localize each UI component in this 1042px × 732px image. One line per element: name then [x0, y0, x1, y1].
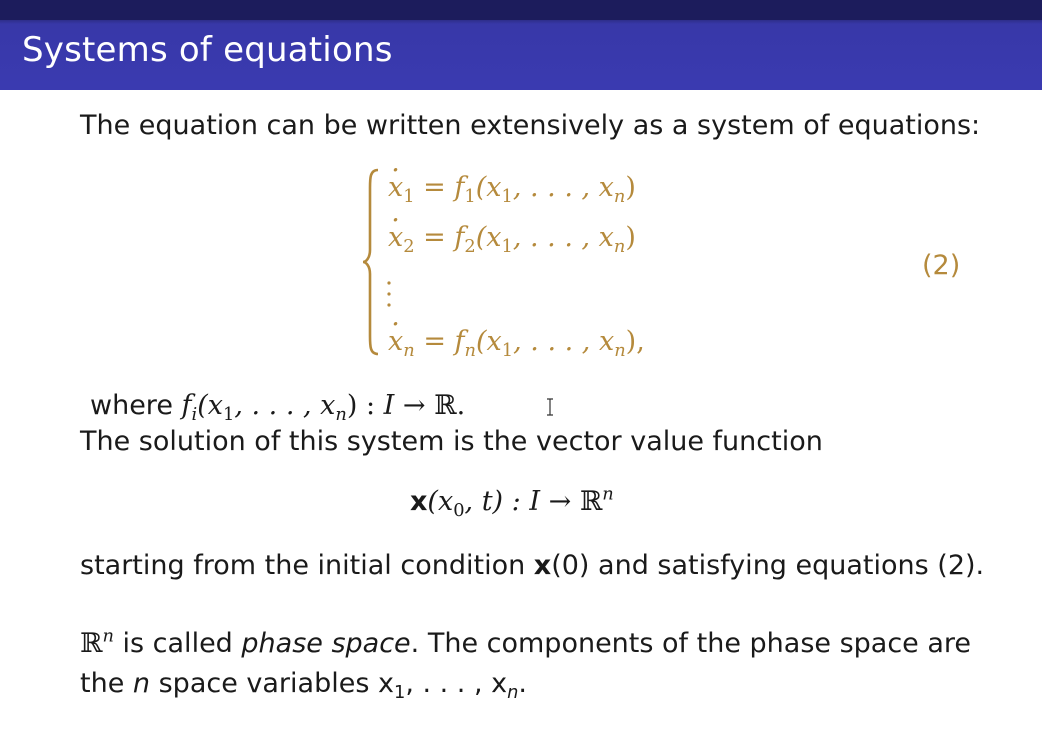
- intro-text: The equation can be written extensively as a system of equations:: [80, 110, 981, 141]
- vector-function: $x(x_0$, t) : I → ℝ$^n$: [410, 483, 614, 522]
- xdot-n: · x: [388, 326, 403, 357]
- system-row-1: · $x_1 = f_1(x_1$, . . . , $x_n$): [388, 172, 636, 203]
- vertical-dots: [386, 278, 392, 312]
- left-brace: [362, 168, 380, 356]
- text-cursor-icon: [546, 398, 554, 416]
- equation-number: (2): [922, 250, 961, 281]
- starting-text: starting from the initial condition x(0) and satisfying equations (2).: [80, 550, 985, 581]
- xdot-2: · x: [388, 222, 403, 253]
- solution-text: The solution of this system is the vector value function: [80, 426, 823, 457]
- system-row-2: · $x_2 = f_2(x_1$, . . . , $x_n$): [388, 222, 636, 253]
- title-bar-top-stripe: [0, 0, 1042, 20]
- phase-space-line-2: the n space variables $x_1$, . . . , $x_n$.: [80, 668, 528, 704]
- where-line: where $f_i(x_1$, . . . , $x_n$) : I → ℝ.: [90, 390, 466, 426]
- slide-title: Systems of equations: [22, 30, 393, 70]
- system-row-n: · $x_n = f_n(x_1$, . . . , $x_n$),: [388, 326, 645, 357]
- title-bar: [0, 0, 1042, 90]
- phase-space-line-1: ℝ$^n$ is called phase space. The components of the phase space are: [80, 625, 972, 659]
- xdot-1: · x: [388, 172, 403, 203]
